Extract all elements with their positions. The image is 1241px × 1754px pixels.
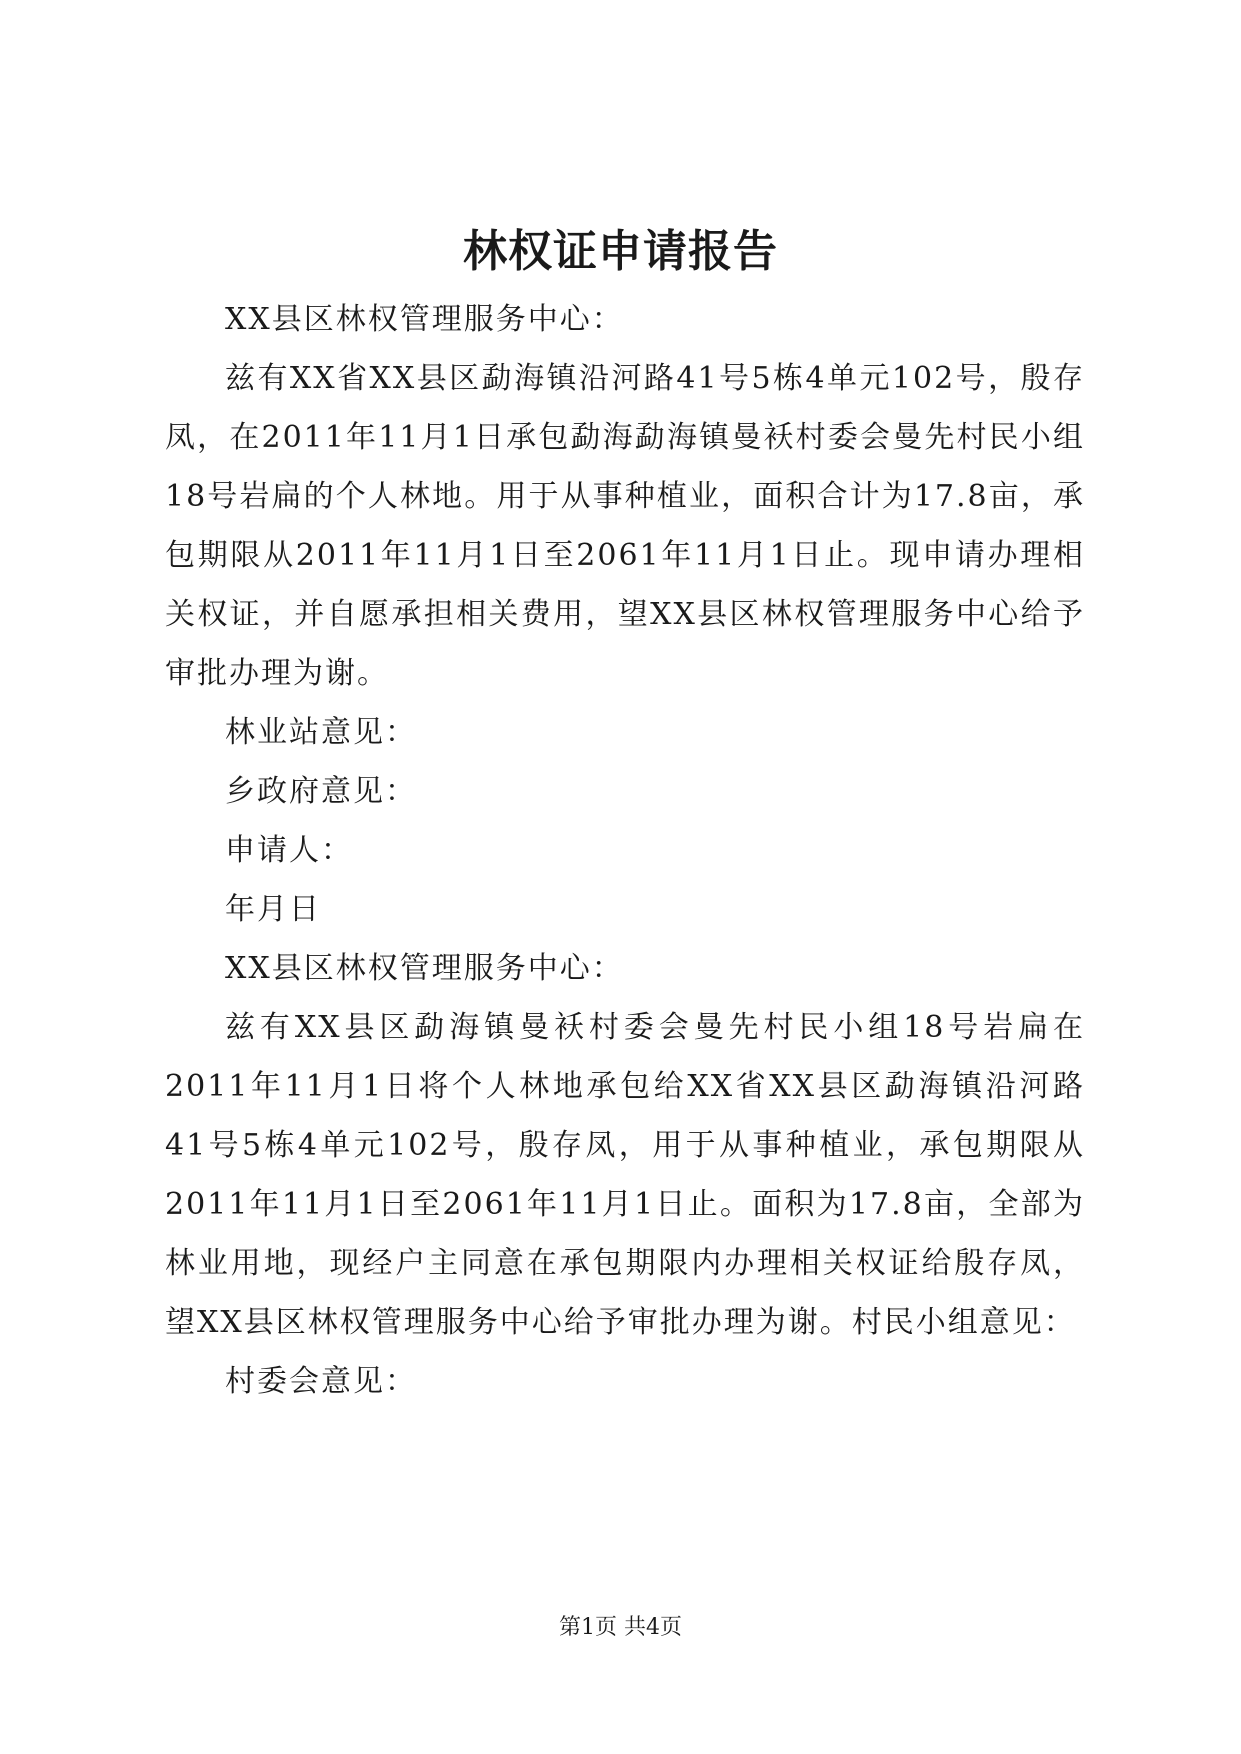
paragraph-applicant: 申请人：: [225, 833, 353, 868]
page-footer: 第1页 共4页: [559, 1615, 682, 1640]
paragraph-addressee-2: XX县区林权管理服务中心：: [225, 951, 624, 986]
paragraph-forestry-opinion: 林业站意见：: [225, 715, 417, 750]
paragraph-date: 年月日: [225, 892, 321, 927]
document-title: 林权证申请报告: [463, 226, 778, 277]
paragraph-addressee: XX县区林权管理服务中心：: [225, 302, 624, 337]
document-body: [165, 290, 1085, 1411]
paragraph-application: 兹有XX省XX县区勐海镇沿河路41号5栋4单元102号，殷存凤，在2011年11月1日承包勐海勐海镇曼袄村委会曼先村民小组18号岩扁的个人林地。用于从事种植业，面积合计为17.8亩，承包期限从2011年11月1日至2061年11月1日止。现申请办理相关权证，并自愿承担相关费用，望XX县区林权管理服务中心给予审批办理为谢。: [165, 361, 1085, 691]
paragraph-village-committee-opinion: 村委会意见：: [225, 1364, 417, 1399]
paragraph-township-opinion: 乡政府意见：: [225, 774, 417, 809]
paragraph-contract: 兹有XX县区勐海镇曼袄村委会曼先村民小组18号岩扁在2011年11月1日将个人林地承包给XX省XX县区勐海镇沿河路41号5栋4单元102号，殷存凤，用于从事种植业，承包期限从2011年11月1日至2061年11月1日止。面积为17.8亩，全部为林业用地，现经户主同意在承包期限内办理相关权证给殷存凤，望XX县区林权管理服务中心给予审批办理为谢。村民小组意见：: [165, 1010, 1085, 1340]
